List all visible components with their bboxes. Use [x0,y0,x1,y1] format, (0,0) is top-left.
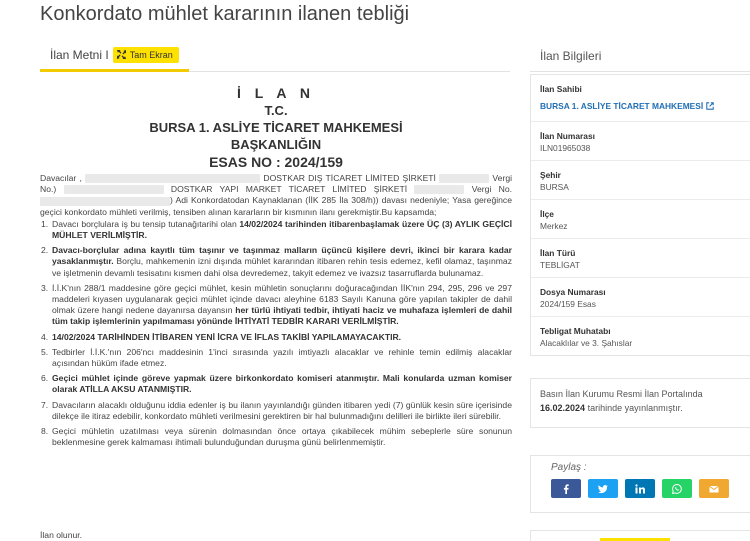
expand-icon [117,50,126,59]
redacted-text [40,197,170,206]
whatsapp-icon [672,484,682,494]
info-label: Tebligat Muhatabı [540,326,611,336]
doc-heading-tc: T.C. [264,103,288,118]
item-bold-text: Geçici mühlet içinde göreve yapmak üzere birkonkordato komiseri atanmıştır. Mali konularda uzman komiser olarak ATİLLA AKSU ATANMIŞTIR. [52,373,512,395]
owner-link[interactable] [540,101,714,111]
publication-date: 16.02.2024 [540,403,586,413]
intro-text-8: ) Adi Konkordatodan Kaynaklanan (İİK 285 İla 308/h)) davası nedeniyle; Yasa gereğince geçici konkordato mühleti verilmiş, tensiben alınan kararların bir kısmının ilanı gerekmiştir.Bu kapsamda; [40,195,512,217]
item-number: 5. [41,346,49,357]
intro-text-4: No.) [40,184,57,195]
item-bold-text: Davacı-borçlular adına kayıtlı tüm taşınır ve taşınmaz malların üçüncü kişilere devri, ikinci bir karara kadar yasaklanmıştır. [52,245,512,267]
redacted-text [64,185,164,194]
share-twitter-button[interactable] [588,479,618,498]
owner-link-text: BURSA 1. ASLİYE TİCARET MAHKEMESİ [540,101,704,111]
info-type [531,239,750,278]
item-number: 3. [41,282,49,293]
redacted-text [85,174,260,183]
fullscreen-button[interactable] [113,47,179,63]
intro-text-6: Vergi [471,184,492,195]
redacted-text [439,174,489,183]
doc-heading-esas: ESAS NO : 2024/159 [209,154,343,170]
info-value: Alacaklılar ve 3. Şahıslar [540,338,633,348]
info-file-number [531,278,750,317]
doc-heading-baskanlik: BAŞKANLIĞIN [230,137,322,152]
info-value: Merkez [540,221,568,231]
info-value: BURSA [540,182,569,192]
item-text: Geçici mühletin uzatılması veya sürenin dolmasından önce ortaya çıkabilecek mühim sebeplerle süre sonunun beklenmesine gerek kalmaması ihtimali bulunduğundan duruşma günü belirlenmemiştir. [52,426,512,448]
list-item [40,426,512,448]
share-whatsapp-button[interactable] [662,479,692,498]
fullscreen-label: Tam Ekran [129,49,173,60]
doc-heading-court: BURSA 1. ASLİYE TİCARET MAHKEMESİ [149,120,403,135]
item-text: İ.İ.K'nın 288/1 maddesine göre geçici mühlet, kesin mühletin sonuçlarını doğuracağından İİK'nın 294, 295, 296 ve 297 maddeleri kıyasen uygulanarak geçici mühlet içinde davacı aleyhine 6183 Sayılı Kanuna göre yapılan takipler de dahil olmak üzere hangi nedene dayanırsa dayansın [52,282,512,316]
content-column [40,40,510,72]
intro-text-3: Vergi [492,173,513,183]
sidebar [530,40,750,72]
info-value: 2024/159 Esas [540,299,596,309]
intro-text-5: DOSTKAR YAPI MARKET TİCARET LİMİTED ŞİRKETİ [170,184,408,195]
list-item [40,283,512,328]
facebook-icon [561,484,571,494]
list-item [40,373,512,395]
info-label: İlan Numarası [540,131,595,141]
item-number: 1. [41,218,49,229]
publication-prefix: Basın İlan Kurumu Resmi İlan Portalında [540,389,703,399]
tab-ilan-metni[interactable] [40,40,189,72]
email-icon [709,484,719,494]
intro-paragraph [40,173,512,218]
list-item [40,332,512,343]
item-number: 7. [41,399,49,410]
item-bold-text: her türlü ihtiyati tedbir, ihtiyati haciz ve muhafaza işlemleri de dahil tüm takip işlemlerinin yapılmaması yönünde İHTİYATİ TEDBİR KARARI VERİLMİŞTİR. [52,305,512,327]
item-text: Davacı borçlulara iş bu tensip tutanağıtarihi olan [52,218,240,229]
ruling-list [40,219,512,449]
linkedin-icon [635,484,645,494]
twitter-icon [598,484,608,494]
info-label: İlan Türü [540,248,576,258]
list-item [40,347,512,369]
intro-text-7: No. [498,184,513,195]
info-owner [531,75,750,122]
share-facebook-button[interactable] [551,479,581,498]
info-label: Dosya Numarası [540,287,606,297]
item-number: 8. [41,426,49,437]
list-item [40,400,512,422]
closing-text: İlan olunur. [40,530,83,540]
share-label: Paylaş : [551,462,587,473]
sidebar-header: İlan Bilgileri [530,40,750,72]
list-item [40,245,512,279]
info-value: ILN01965038 [540,143,591,153]
external-link-icon [706,102,714,110]
intro-text-1: Davacılar , [40,173,82,183]
info-label: Şehir [540,170,561,180]
item-text: Davacıların alacaklı olduğunu iddia edenler iş bu ilanın yayınlandığı günden itibaren yedi (7) günlük kesin süre içerisinde dilekçe ile itiraz edebilir, konkordato mühleti verilmesini gerektiren bir hal bulunmadığını delilleri ile birlikte ileri sürebilir. [52,399,512,421]
item-bold-text: 14/02/2024 tarihinden itibarenbaşlamak üzere ÜÇ (3) AYLIK GEÇİCİ MÜHLET VERİLMİŞTİR. [52,218,513,241]
item-text: Tedbirler İ.İ.K.'nın 206'ncı maddesinin 1'inci sırasında yazılı imtiyazlı alacaklar ve rehinle temin edilmiş alacaklar açısından hüküm ifade etmez. [52,346,512,369]
info-district [531,200,750,239]
list-item [40,219,512,241]
share-email-button[interactable] [699,479,729,498]
item-number: 2. [41,245,49,256]
share-buttons [551,479,730,498]
intro-text-2: DOSTKAR DIŞ TİCARET LİMİTED ŞİRKETİ [263,173,436,183]
info-number [531,122,750,161]
publication-card [530,378,750,428]
info-label: İlan Sahibi [540,84,582,94]
share-card [530,455,750,513]
info-card [530,74,750,356]
info-recipient [531,317,750,355]
publication-suffix: tarihinde yayınlanmıştır. [587,403,683,413]
item-text: Borçlu, mahkemenin izni dışında mühlet kararından itibaren rehin tesis edemez, kefil olamaz, taşınmaz ve işletmenin devamlı tesisatını kısmen dahi olsa devredemez, takyit edemez ve ivazsız tasarruflarda bulunamaz. [52,256,512,278]
redacted-text [414,185,464,194]
share-linkedin-button[interactable] [625,479,655,498]
tab-label: İlan Metni I [50,47,109,62]
tab-bar [40,40,510,72]
page-title: Konkordato mühlet kararının ilanen tebliği [40,3,410,25]
item-number: 6. [41,373,49,384]
item-number: 4. [41,331,49,342]
doc-heading-ilan: İ L A N [236,85,316,101]
item-bold-text: 14/02/2024 TARİHİNDEN İTİBAREN YENİ İCRA VE İFLAS TAKİBİ YAPILAMAYACAKTIR. [52,331,402,342]
info-value: TEBLİGAT [540,260,580,270]
notice-document [40,84,512,452]
info-label: İlçe [540,209,554,219]
info-city [531,161,750,200]
